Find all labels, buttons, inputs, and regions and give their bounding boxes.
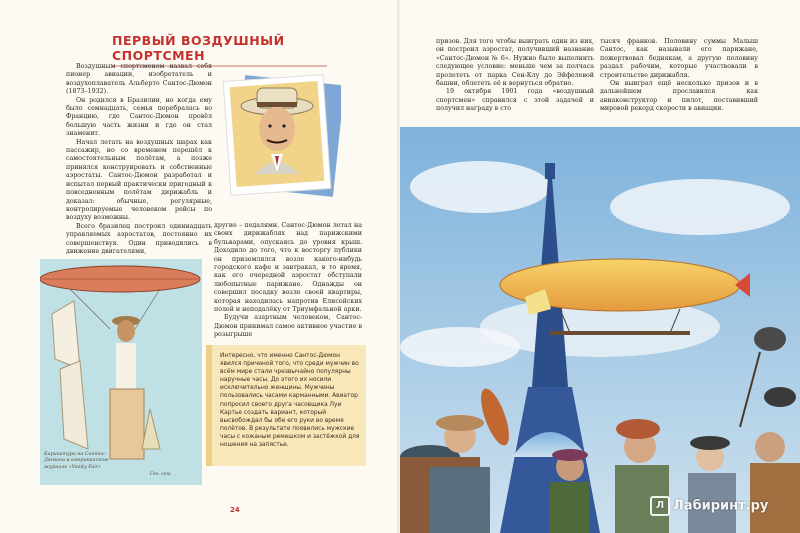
paragraph: Начал летать на воздушных шарах как пассажир, но со временем перешёл к самостоятельным полётам, а позже принялся конструировать и собственные аэростаты. Сантос-Дюмон разработал и испытал первый практически пригодный к повседневным полётам дирижабль и доказал: обычные, регулярные, контролируемые человеком рейсы по воздуху возможны.: [66, 138, 212, 222]
eiffel-tower-airship-illustration: [400, 127, 800, 533]
paragraph: Всего бразилец построил одиннадцать управляемых аэростатов, постоянно их совершенствуя. Один приводились в движение двигателями,: [66, 222, 212, 255]
intro-text: [66, 63, 212, 256]
paragraph: другие – педалями. Сантос-Дюмон летал на своих дирижаблях над парижскими бульварами, опускаясь до уровня крыш. Доходило до того, что к восторгу публики он приземлялся возле какого-нибудь городского кафе и завтракал, в то время, как его очередной аэростат обступали любопытные парижане. Однажды он совершил посадку возле своей квартиры, которая находилась напротив Елисейских полей и неподалёку от Триумфальной арки.: [214, 222, 362, 314]
callout-text: Интересно, что именно Сантос-Дюмон явился причиной того, что среди мужчин во всём мире стали чрезвычайно популярны наручные часы. До этого их носили исключительно женщины. Мужчины пользовались часами карманными. Авиатор попросил своего друга часовщика Луи Картье создать вариант, который высвобождал бы обе его руки во время полётов. В результате появились мужские часы с кожаным ремешком и застёжкой для ношения на запястье.: [220, 353, 360, 449]
paragraph: 19 октября 1901 года «воздушный спортсмен» справился с этой задачей и получил награду в сто: [436, 88, 594, 113]
page-title: ПЕРВЫЙ ВОЗДУШНЫЙ СПОРТСМЕН: [112, 33, 332, 67]
labirint-logo-icon: Л: [650, 496, 670, 516]
paragraph: Он родился в Бразилии, но когда ему было семнадцать, семья перебралась во Францию, где Сантос-Дюмон провёл большую часть жизни и где он стал знаменит.: [66, 96, 212, 138]
paragraph: Будучи азартным человеком, Сантос-Дюмон принимал самое активное участие в розыгрыше: [214, 314, 362, 339]
paragraph: Воздушным спортсменом назвал себя пионер авиации, изобретатель и воздухоплаватель Альберто Сантос-Дюмон (1873–1932).: [66, 63, 212, 96]
figure-caption: Карикатура на Сантос-Дюмона в американском журнале «Vanity Fair»: [44, 452, 108, 470]
watermark-text: Лабиринт.ру: [673, 498, 769, 514]
body-text-column-2: [214, 222, 362, 340]
fact-callout-box: [206, 345, 366, 466]
page-number: 24: [230, 506, 240, 514]
right-page: [400, 0, 800, 533]
right-text-column-2: [600, 38, 758, 114]
callout-accent-bar: [206, 345, 212, 466]
paragraph: призов. Для того чтобы выиграть один из них, он построил аэростат, получивший название «Сантос-Дюмон № 6». Нужно было выполнить следующее условие: меньше чем за полчаса пролететь от парка Сен-Клу до Эйфелевой башни, облететь её и вернуться обратно.: [436, 38, 594, 88]
paragraph: Он выиграл ещё несколько призов и в дальнейшем прославился как авиаконструктор и пилот, поставивший мировой рекорд скорости в авиации.: [600, 80, 758, 113]
artist-signature: Гео. сем.: [150, 472, 172, 477]
right-text-column-1: [436, 38, 594, 114]
paragraph: тысяч франков. Половину суммы Малыш Сантос, как называли его парижане, пожертвовал беднякам, а другую половину раздал рабочим, которые участвовали в строительстве дирижабля.: [600, 38, 758, 79]
portrait-illustration: [221, 74, 341, 198]
watermark: [650, 496, 768, 516]
